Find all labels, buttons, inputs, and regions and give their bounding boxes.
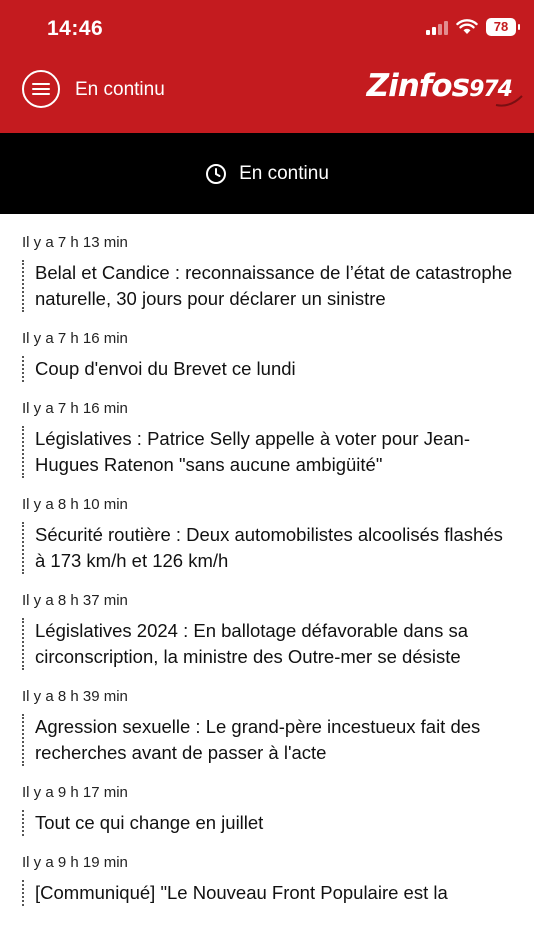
hamburger-icon — [32, 80, 50, 98]
section-title: En continu — [75, 79, 165, 100]
item-headline[interactable]: Agression sexuelle : Le grand-père incestueux fait des recherches avant de passer à l'acte — [22, 714, 516, 766]
battery-icon: 78 — [486, 18, 516, 36]
news-item[interactable] — [22, 854, 516, 906]
item-headline[interactable]: Tout ce qui change en juillet — [22, 810, 516, 836]
item-headline[interactable]: Coup d'envoi du Brevet ce lundi — [22, 356, 516, 382]
news-item[interactable] — [22, 234, 516, 312]
clock-icon — [205, 163, 227, 185]
item-headline[interactable]: Législatives : Patrice Selly appelle à voter pour Jean-Hugues Ratenon "sans aucune ambigüité" — [22, 426, 516, 478]
news-item[interactable] — [22, 330, 516, 382]
news-item[interactable] — [22, 592, 516, 670]
logo-text: Zinfos — [366, 68, 470, 104]
signal-icon — [426, 19, 448, 35]
news-item[interactable] — [22, 400, 516, 478]
status-time: 14:46 — [47, 17, 104, 40]
item-headline[interactable]: Sécurité routière : Deux automobilistes alcoolisés flashés à 173 km/h et 126 km/h — [22, 522, 516, 574]
news-item[interactable] — [22, 784, 516, 836]
app-header — [0, 0, 534, 133]
item-time: Il y a 7 h 13 min — [22, 234, 128, 251]
item-time: Il y a 9 h 19 min — [22, 854, 128, 871]
section-banner — [0, 133, 534, 214]
nav-row — [0, 60, 534, 133]
item-time: Il y a 7 h 16 min — [22, 330, 128, 347]
zinfos-logo[interactable] — [367, 68, 512, 104]
status-icons — [426, 18, 516, 36]
item-time: Il y a 9 h 17 min — [22, 784, 128, 801]
item-headline[interactable]: Législatives 2024 : En ballotage défavorable dans sa circonscription, la ministre des Outre-mer se désiste — [22, 618, 516, 670]
item-time: Il y a 8 h 39 min — [22, 688, 128, 705]
item-headline[interactable]: [Communiqué] "Le Nouveau Front Populaire est la — [22, 880, 516, 906]
menu-button[interactable] — [22, 70, 60, 108]
news-item[interactable] — [22, 688, 516, 766]
status-bar — [0, 0, 534, 60]
item-time: Il y a 7 h 16 min — [22, 400, 128, 417]
wifi-icon — [456, 19, 478, 35]
item-time: Il y a 8 h 37 min — [22, 592, 128, 609]
item-headline[interactable]: Belal et Candice : reconnaissance de l’état de catastrophe naturelle, 30 jours pour déclarer un sinistre — [22, 260, 516, 312]
item-time: Il y a 8 h 10 min — [22, 496, 128, 513]
news-item[interactable] — [22, 496, 516, 574]
banner-label: En continu — [239, 162, 329, 184]
news-feed — [0, 214, 534, 906]
logo-swoosh-icon — [494, 94, 524, 108]
logo-number: 974 — [469, 77, 512, 102]
